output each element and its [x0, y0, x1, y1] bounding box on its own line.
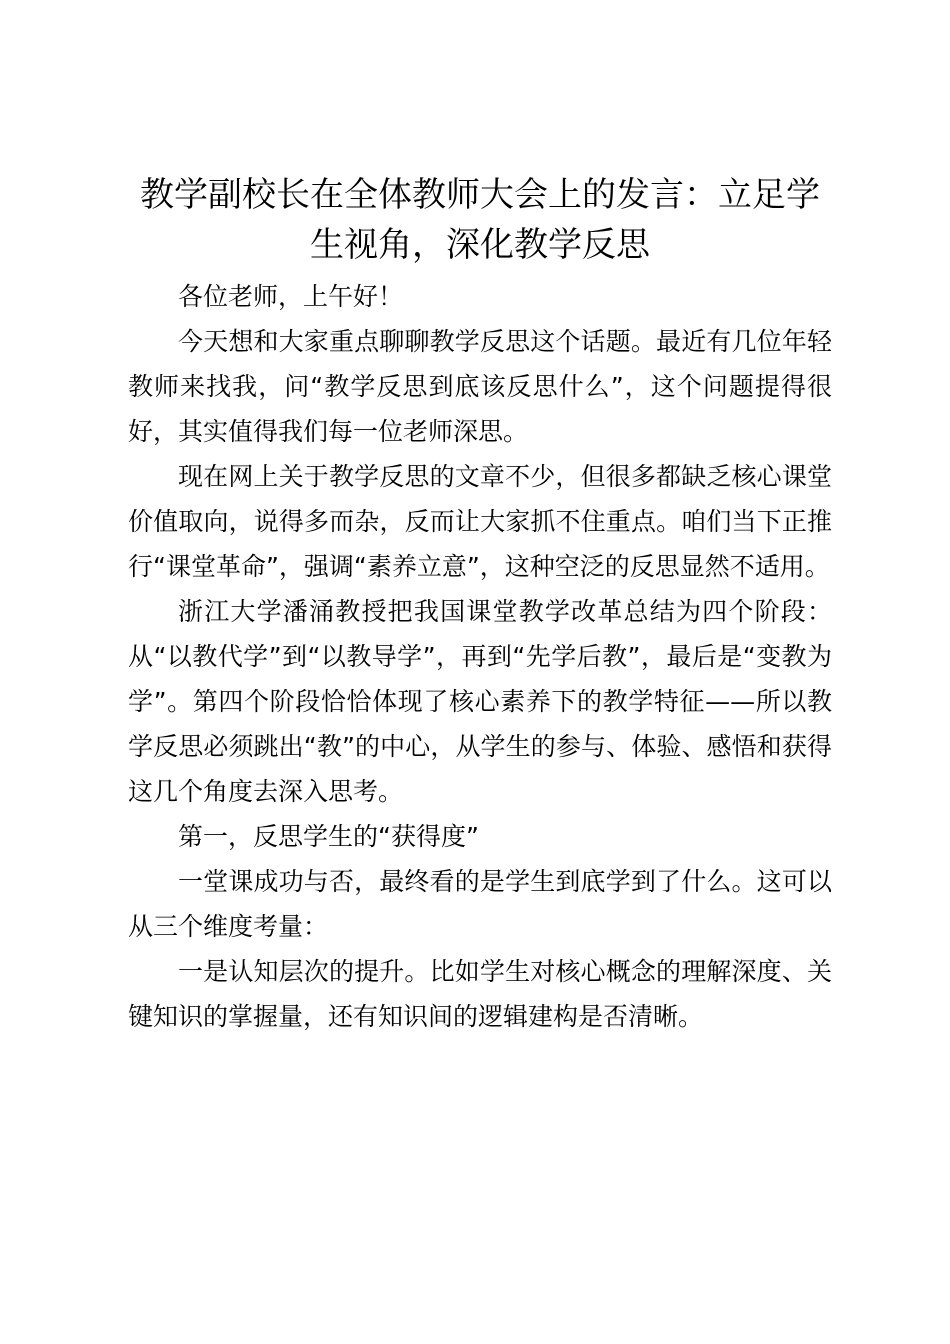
paragraph-greeting: 各位老师，上午好！	[178, 282, 404, 311]
section-heading-first: 第一，反思学生的“获得度”	[178, 822, 479, 851]
paragraph-intro: 今天想和大家重点聊聊教学反思这个话题。最近有几位年轻教师来找我，问“教学反思到底该反思什么”，这个问题提得很好，其实值得我们每一位老师深思。	[128, 327, 832, 446]
document-title: 教学副校长在全体教师大会上的发言：立足学生视角，深化教学反思	[140, 175, 820, 265]
document-body	[128, 170, 832, 1039]
paragraph-success-criteria: 一堂课成功与否，最终看的是学生到底学到了什么。这可以从三个维度考量：	[128, 867, 832, 941]
paragraph-four-stages: 浙江大学潘涌教授把我国课堂教学改革总结为四个阶段：从“以教代学”到“以教导学”，再到“先学后教”，最后是“变教为学”。第四个阶段恰恰体现了核心素养下的教学特征——所以教学反思必须跳出“教”的中心，从学生的参与、体验、感悟和获得这几个角度去深入思考。	[128, 597, 832, 806]
paragraph-cognitive-level: 一是认知层次的提升。比如学生对核心概念的理解深度、关键知识的掌握量，还有知识间的逻辑建构是否清晰。	[128, 957, 832, 1031]
paragraph-context: 现在网上关于教学反思的文章不少，但很多都缺乏核心课堂价值取向，说得多而杂，反而让大家抓不住重点。咱们当下正推行“课堂革命”，强调“素养立意”，这种空泛的反思显然不适用。	[128, 462, 832, 581]
